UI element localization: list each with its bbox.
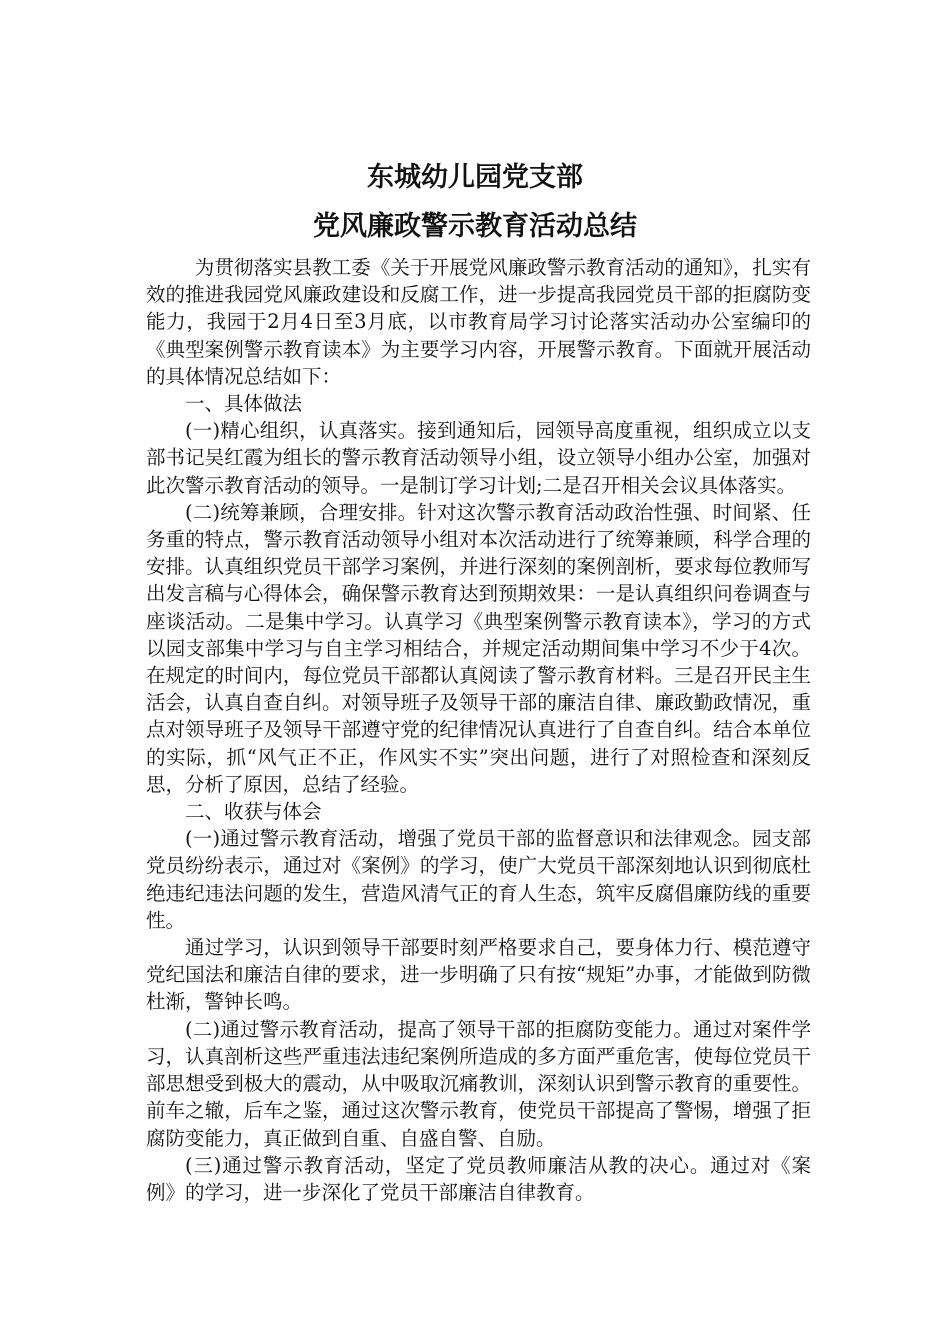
body-paragraph: 通过学习，认识到领导干部要时刻严格要求自己，要身体力行、模范遵守党纪国法和廉洁自律的要求，进一步明确了只有按“规矩”办事，才能做到防微杜渐，警钟长鸣。 xyxy=(146,936,811,1014)
body-paragraph: (二)统筹兼顾，合理安排。针对这次警示教育活动政治性强、时间紧、任务重的特点，警示教育活动领导小组对本次活动进行了统筹兼顾，科学合理的安排。认真组织党员干部学习案例，并进行深刻的案例剖析，要求每位教师写出发言稿与心得体会，确保警示教育达到预期效果：一是认真组织问卷调查与座谈活动。二是集中学习。认真学习《典型案例警示教育读本》，学习的方式以园支部集中学习与自主学习相结合，并规定活动期间集中学习不少于4次。在规定的时间内，每位党员干部都认真阅读了警示教育材料。三是召开民主生活会，认真自查自纠。对领导班子及领导干部的廉洁自律、廉政勤政情况，重点对领导班子及领导干部遵守党的纪律情况认真进行了自查自纠。结合本单位的实际，抓“风气正不正，作风实不实”突出问题，进行了对照检查和深刻反思，分析了原因，总结了经验。 xyxy=(146,500,811,796)
document-title-subject: 党风廉政警示教育活动总结 xyxy=(313,211,637,242)
body-paragraph: (一)精心组织，认真落实。接到通知后，园领导高度重视，组织成立以支部书记吴红霞为组长的警示教育活动领导小组，设立领导小组办公室，加强对此次警示教育活动的领导。一是制订学习计划;二是召开相关会议具体落实。 xyxy=(146,419,811,497)
document-title-organization: 东城幼儿园党支部 xyxy=(367,162,583,193)
intro-paragraph: 为贯彻落实县教工委《关于开展党风廉政警示教育活动的通知》，扎实有效的推进我园党风廉政建设和反腐工作，进一步提高我园党员干部的拒腐防变能力，我园于2月4日至3月底，以市教育局学习讨论落实活动办公室编印的《典型案例警示教育读本》为主要学习内容，开展警示教育。下面就开展活动的具体情况总结如下： xyxy=(146,256,811,388)
document-body xyxy=(146,254,811,1206)
body-paragraph: (三)通过警示教育活动，坚定了党员教师廉洁从教的决心。通过对《案例》的学习，进一步深化了党员干部廉洁自律教育。 xyxy=(146,1153,811,1204)
body-paragraph: (一)通过警示教育活动，增强了党员干部的监督意识和法律观念。园支部党员纷纷表示，通过对《案例》的学习，使广大党员干部深刻地认识到彻底杜绝违纪违法问题的发生，营造风清气正的育人生态，筑牢反腐倡廉防线的重要性。 xyxy=(146,827,811,932)
body-paragraph: (二)通过警示教育活动，提高了领导干部的拒腐防变能力。通过对案件学习，认真剖析这些严重违法违纪案例所造成的多方面严重危害，使每位党员干部思想受到极大的震动，从中吸取沉痛教训，深刻认识到警示教育的重要性。前车之辙，后车之鉴，通过这次警示教育，使党员干部提高了警惕，增强了拒腐防变能力，真正做到自重、自盛自警、自励。 xyxy=(146,1017,811,1150)
section-heading-gains: 二、收获与体会 xyxy=(185,800,322,824)
section-heading-methods: 一、具体做法 xyxy=(185,392,303,416)
